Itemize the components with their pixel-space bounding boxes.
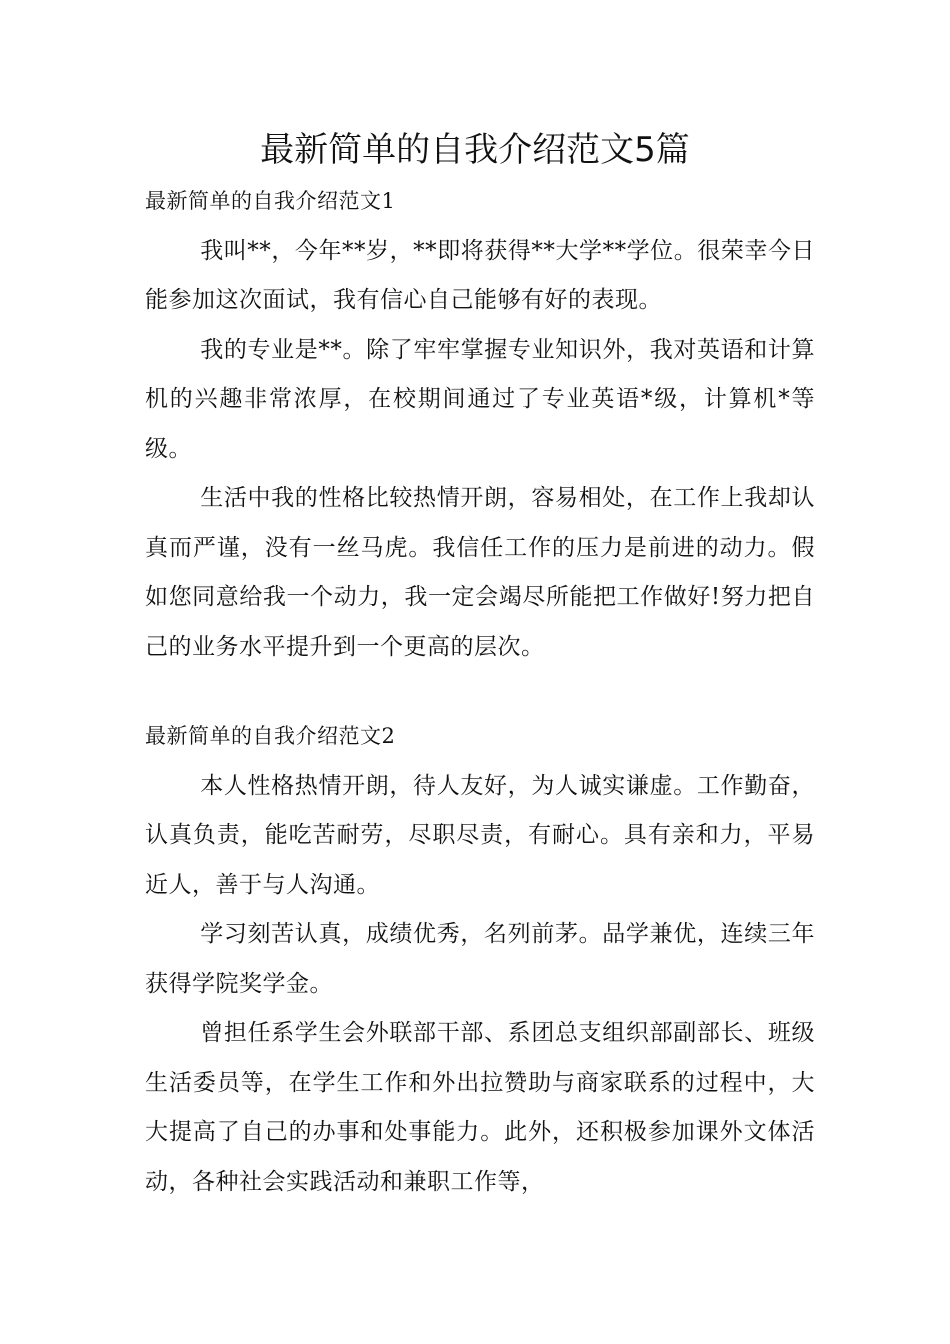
section-2 <box>145 712 815 1207</box>
paragraph: 本人性格热情开朗，待人友好，为人诚实谦虚。工作勤奋，认真负责，能吃苦耐劳，尽职尽责，有耐心。具有亲和力，平易近人，善于与人沟通。 <box>145 772 815 898</box>
paragraph: 曾担任系学生会外联部干部、系团总支组织部副部长、班级生活委员等，在学生工作和外出拉赞助与商家联系的过程中，大大提高了自己的办事和处事能力。此外，还积极参加课外文体活动，各种社会实践活动和兼职工作等， <box>145 1020 815 1195</box>
paragraph: 学习刻苦认真，成绩优秀，名列前茅。品学兼优，连续三年获得学院奖学金。 <box>145 921 815 997</box>
document-title: 最新简单的自我介绍范文5篇 <box>260 130 690 170</box>
section-spacer <box>145 672 815 712</box>
section-1 <box>145 177 815 672</box>
document-body <box>145 177 815 1207</box>
paragraph: 我叫**，今年**岁，**即将获得**大学**学位。很荣幸今日能参加这次面试，我有信心自己能够有好的表现。 <box>145 237 815 313</box>
paragraph: 生活中我的性格比较热情开朗，容易相处，在工作上我却认真而严谨，没有一丝马虎。我信任工作的压力是前进的动力。假如您同意给我一个动力，我一定会竭尽所能把工作做好!努力把自己的业务水平提升到一个更高的层次。 <box>145 485 815 660</box>
section-heading: 最新简单的自我介绍范文1 <box>145 189 396 213</box>
section-heading: 最新简单的自我介绍范文2 <box>145 724 396 748</box>
paragraph: 我的专业是**。除了牢牢掌握专业知识外，我对英语和计算机的兴趣非常浓厚，在校期间通过了专业英语*级，计算机*等级。 <box>145 336 815 462</box>
